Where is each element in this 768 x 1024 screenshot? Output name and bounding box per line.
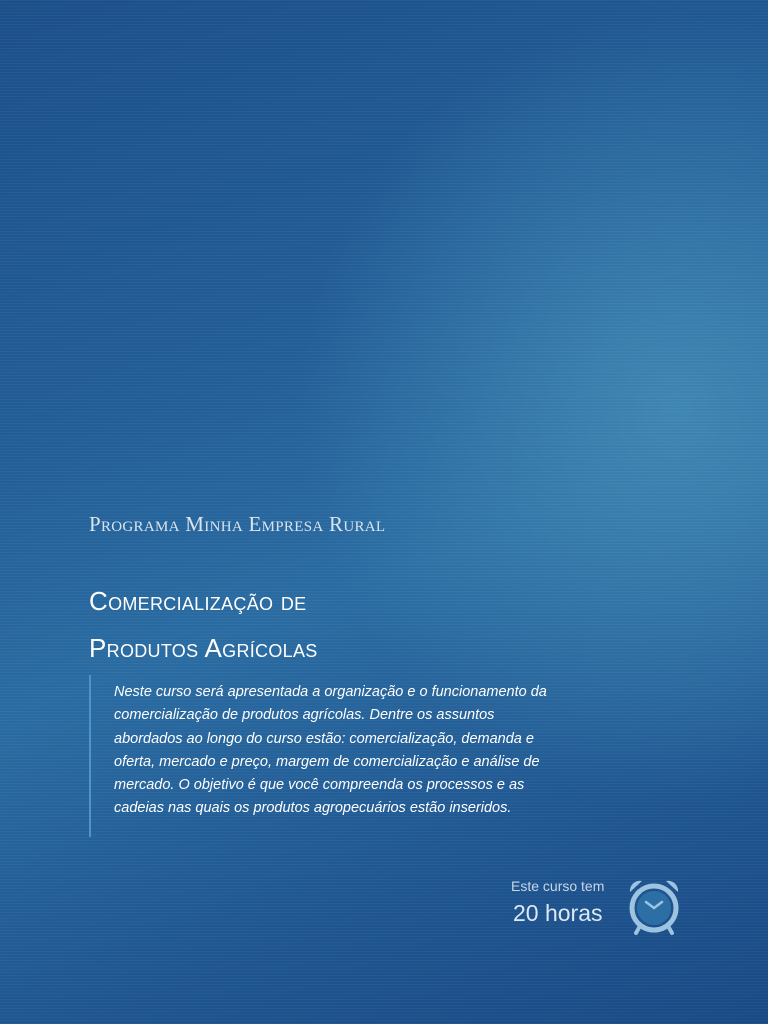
duration-label: Este curso tem (511, 878, 605, 894)
alarm-clock-icon (626, 878, 682, 936)
course-title-line-1: Comercialização de (89, 586, 307, 616)
program-name: Programa Minha Empresa Rural (89, 512, 386, 536)
description-accent-bar (89, 675, 91, 837)
course-title-line-2: Produtos Agrícolas (89, 633, 318, 663)
course-title (89, 578, 318, 672)
duration-value: 20 horas (513, 900, 603, 926)
course-description: Neste curso será apresentada a organização e o funcionamento da comercialização de produtos agrícolas. Dentre os assuntos abordados ao longo do curso estão: comercialização, demanda e oferta, mercado e preço, margem de comercialização e análise de mercado. O objetivo é que você compreenda os processos e as cadeias nas quais os produtos agropecuários estão inseridos. (114, 684, 547, 817)
